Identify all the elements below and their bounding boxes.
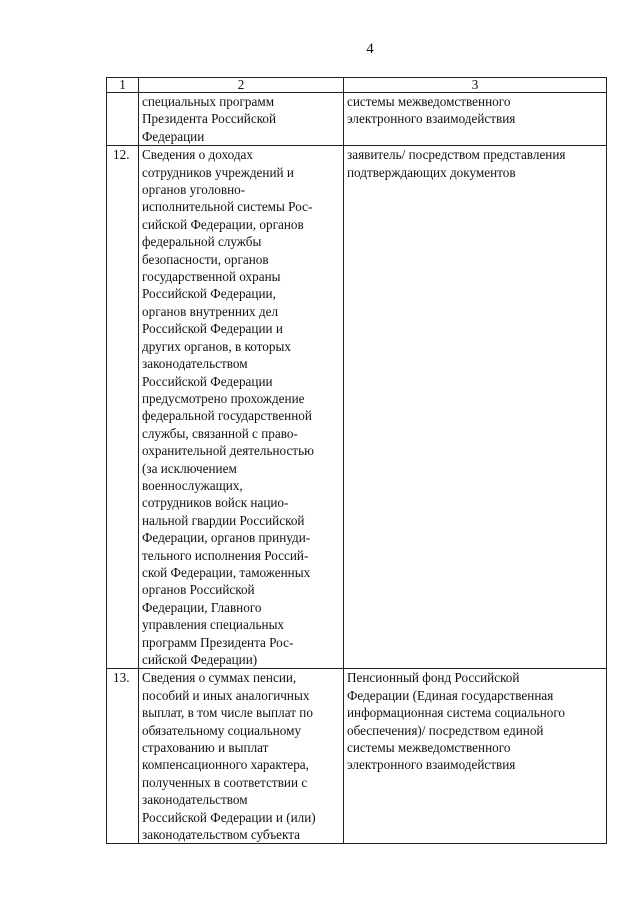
source-cell <box>344 146 607 669</box>
row-number-cell <box>107 93 139 146</box>
description-line: Федерации, Главного <box>142 599 262 615</box>
description-line: Российской Федерации и (или) <box>142 809 316 825</box>
source-line: Федерации (Единая государственная <box>347 687 554 703</box>
description-line: органов внутренних дел <box>142 303 279 319</box>
description-line: сотрудников учреждений и <box>142 164 294 180</box>
description-line: военнослужащих, <box>142 477 243 493</box>
description-line: специальных программ <box>142 94 275 109</box>
description-line: полученных в соответствии с <box>142 774 308 790</box>
description-line: Президента Российской <box>142 111 277 127</box>
description-cell <box>139 669 344 844</box>
description-line: органов уголовно- <box>142 182 246 198</box>
source-line: информационная система социального <box>347 705 566 721</box>
description-line: нальной гвардии Российской <box>142 512 305 528</box>
description-line: сотрудников войск нацио- <box>142 495 289 511</box>
description-line: компенсационного характера, <box>142 757 309 773</box>
description-line: (за исключением <box>142 460 237 476</box>
description-line: тельного исполнения Россий- <box>142 547 309 563</box>
source-line: системы межведомственного <box>347 740 511 756</box>
description-line: Сведения о суммах пенсии, <box>142 670 297 686</box>
description-cell <box>139 146 344 669</box>
description-line: органов Российской <box>142 582 255 598</box>
description-line: Федерации <box>142 128 205 144</box>
description-line: выплат, в том числе выплат по <box>142 705 313 721</box>
source-line: подтверждающих документов <box>347 164 516 180</box>
description-line: управления специальных <box>142 617 285 633</box>
source-line: электронного взаимодействия <box>347 757 516 773</box>
description-line: других органов, в которых <box>142 338 291 354</box>
source-cell <box>344 669 607 844</box>
description-line: законодательством <box>142 792 248 808</box>
document-table <box>106 77 607 844</box>
source-line: Пенсионный фонд Российской <box>347 670 520 686</box>
source-line: заявитель/ посредством представления <box>347 147 566 163</box>
description-line: безопасности, органов <box>142 251 269 267</box>
table-row <box>107 146 607 669</box>
description-line: федеральной государственной <box>142 408 312 424</box>
description-line: предусмотрено прохождение <box>142 390 305 406</box>
description-line: пособий и иных аналогичных <box>142 687 310 703</box>
description-line: Российской Федерации <box>142 373 273 389</box>
description-line: федеральной службы <box>142 234 262 250</box>
description-line: исполнительной системы Рос- <box>142 199 313 215</box>
description-line: службы, связанной с право- <box>142 425 298 441</box>
description-line: обязательному социальному <box>142 722 302 738</box>
description-line: сийской Федерации, органов <box>142 216 304 232</box>
source-line: электронного взаимодействия <box>347 111 516 127</box>
description-line: Сведения о доходах <box>142 147 253 163</box>
description-line: сийской Федерации) <box>142 652 258 667</box>
description-line: Федерации, органов принуди- <box>142 530 311 546</box>
column-header-1: 1 <box>107 78 139 93</box>
column-header-2: 2 <box>139 78 344 93</box>
description-cell <box>139 93 344 146</box>
description-line: ской Федерации, таможенных <box>142 564 311 580</box>
description-line: Российской Федерации и <box>142 321 283 337</box>
description-line: охранительной деятельностью <box>142 443 314 459</box>
column-header-3: 3 <box>344 78 607 93</box>
description-line: законодательством субъекта <box>142 827 300 843</box>
description-line: Российской Федерации, <box>142 286 276 302</box>
source-line: обеспечения)/ посредством единой <box>347 722 544 738</box>
page-number: 4 <box>366 41 374 57</box>
source-line: системы межведомственного <box>347 94 511 109</box>
description-line: страхованию и выплат <box>142 740 269 756</box>
description-line: государственной охраны <box>142 269 281 285</box>
table-row <box>107 93 607 146</box>
row-number-cell: 13. <box>107 669 139 844</box>
table-header-row <box>107 78 607 93</box>
description-line: программ Президента Рос- <box>142 634 294 650</box>
row-number-cell: 12. <box>107 146 139 669</box>
description-line: законодательством <box>142 356 248 372</box>
source-cell <box>344 93 607 146</box>
table-row <box>107 669 607 844</box>
